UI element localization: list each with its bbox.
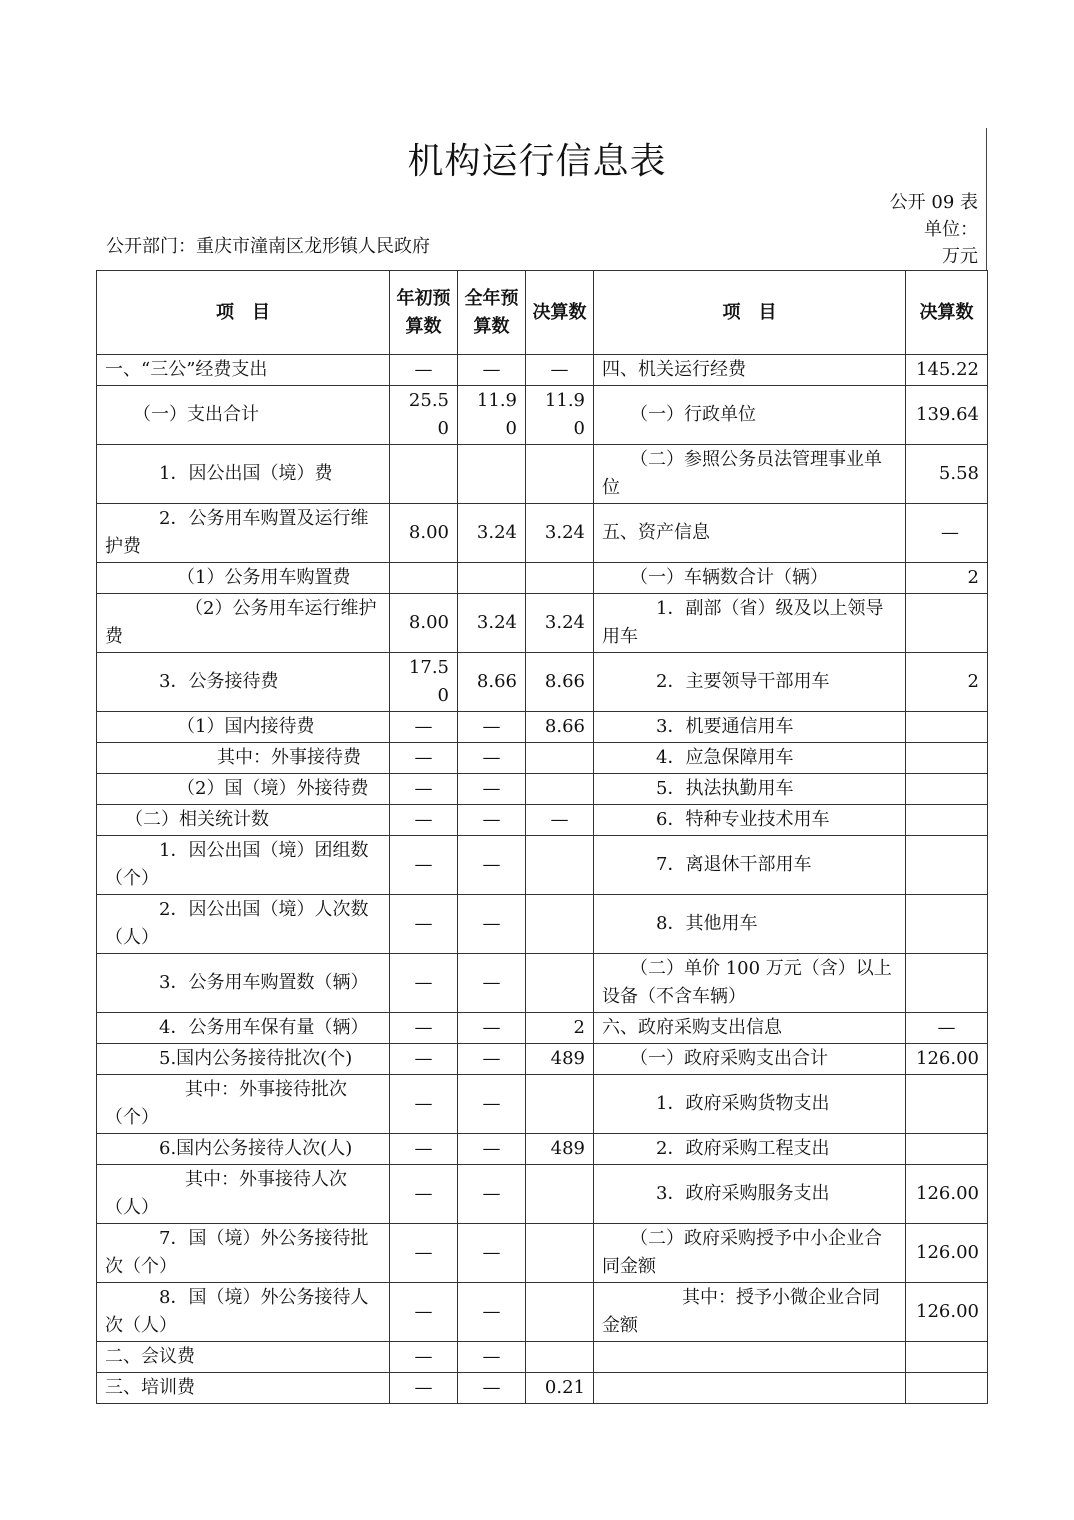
row-right-final: 2 — [906, 653, 988, 712]
row-right-final — [906, 1075, 988, 1134]
row-item: 2．公务用车购置及运行维护费 — [97, 504, 390, 563]
table-row — [97, 1165, 988, 1224]
table-row — [97, 386, 988, 445]
row-budget-initial: — — [390, 743, 458, 774]
table-row — [97, 836, 988, 895]
row-final: — — [526, 805, 594, 836]
row-budget-full: 3.24 — [458, 594, 526, 653]
row-right-item: 6．特种专业技术用车 — [594, 805, 906, 836]
row-budget-full: — — [458, 1075, 526, 1134]
row-budget-full: — — [458, 1283, 526, 1342]
row-item: 其中：外事接待人次（人） — [97, 1165, 390, 1224]
table-row — [97, 954, 988, 1013]
table-row — [97, 594, 988, 653]
row-final: 489 — [526, 1134, 594, 1165]
row-right-item — [594, 1342, 906, 1373]
row-budget-initial — [390, 445, 458, 504]
row-item: （1）国内接待费 — [97, 712, 390, 743]
row-budget-initial: — — [390, 712, 458, 743]
row-right-final — [906, 805, 988, 836]
row-item: 7．国（境）外公务接待批次（个） — [97, 1224, 390, 1283]
row-right-final — [906, 774, 988, 805]
header-final-left: 决算数 — [526, 271, 594, 355]
row-budget-full: 11.90 — [458, 386, 526, 445]
header-final-right: 决算数 — [906, 271, 988, 355]
row-right-item — [594, 1373, 906, 1404]
row-right-item: （一）政府采购支出合计 — [594, 1044, 906, 1075]
row-budget-initial: 25.50 — [390, 386, 458, 445]
row-budget-full: — — [458, 1373, 526, 1404]
row-right-item: 2．政府采购工程支出 — [594, 1134, 906, 1165]
page-title: 机构运行信息表 — [407, 141, 667, 182]
unit-label-line2: 万元 — [942, 246, 978, 267]
row-right-item: 3．政府采购服务支出 — [594, 1165, 906, 1224]
row-budget-full: — — [458, 712, 526, 743]
row-budget-initial: — — [390, 895, 458, 954]
row-budget-full: — — [458, 805, 526, 836]
row-item: 其中：外事接待费 — [97, 743, 390, 774]
row-right-final — [906, 1342, 988, 1373]
unit-label-line1: 单位： — [924, 219, 978, 240]
row-right-final — [906, 712, 988, 743]
row-budget-initial: — — [390, 774, 458, 805]
row-right-item: 3．机要通信用车 — [594, 712, 906, 743]
row-final: 11.90 — [526, 386, 594, 445]
row-budget-initial: — — [390, 836, 458, 895]
row-final — [526, 836, 594, 895]
header-row — [97, 271, 988, 355]
row-budget-full: — — [458, 954, 526, 1013]
row-budget-full: — — [458, 774, 526, 805]
row-right-final — [906, 743, 988, 774]
row-final — [526, 774, 594, 805]
row-budget-full: — — [458, 895, 526, 954]
row-final — [526, 1165, 594, 1224]
row-right-item: 1．政府采购货物支出 — [594, 1075, 906, 1134]
row-budget-initial: — — [390, 1134, 458, 1165]
row-item: （2）公务用车运行维护费 — [97, 594, 390, 653]
row-budget-full: — — [458, 1342, 526, 1373]
row-budget-full: 8.66 — [458, 653, 526, 712]
row-item: 3．公务用车购置数（辆） — [97, 954, 390, 1013]
row-final: — — [526, 355, 594, 386]
row-right-item: 2．主要领导干部用车 — [594, 653, 906, 712]
table-row — [97, 504, 988, 563]
row-right-item: （二）单价 100 万元（含）以上设备（不含车辆） — [594, 954, 906, 1013]
row-right-item: 1．副部（省）级及以上领导用车 — [594, 594, 906, 653]
row-budget-initial: — — [390, 1044, 458, 1075]
row-item: 1．因公出国（境）费 — [97, 445, 390, 504]
table-row — [97, 1013, 988, 1044]
row-right-item: 四、机关运行经费 — [594, 355, 906, 386]
row-budget-full: — — [458, 355, 526, 386]
row-right-final: — — [906, 1013, 988, 1044]
row-right-item: 六、政府采购支出信息 — [594, 1013, 906, 1044]
row-right-item: 8．其他用车 — [594, 895, 906, 954]
row-budget-initial: — — [390, 1013, 458, 1044]
row-right-final: 139.64 — [906, 386, 988, 445]
row-final — [526, 895, 594, 954]
row-budget-full: — — [458, 1165, 526, 1224]
table-row — [97, 712, 988, 743]
row-right-final — [906, 954, 988, 1013]
table-row — [97, 1224, 988, 1283]
row-final — [526, 563, 594, 594]
table-row — [97, 653, 988, 712]
header-budget-full: 全年预算数 — [458, 271, 526, 355]
row-final: 2 — [526, 1013, 594, 1044]
table-row — [97, 805, 988, 836]
row-budget-initial: — — [390, 805, 458, 836]
row-budget-full: — — [458, 743, 526, 774]
row-final — [526, 954, 594, 1013]
table-row — [97, 1075, 988, 1134]
row-item: 5.国内公务接待批次(个) — [97, 1044, 390, 1075]
row-budget-full: — — [458, 836, 526, 895]
table-row — [97, 743, 988, 774]
form-number: 公开 09 表 — [889, 192, 978, 213]
row-budget-full: — — [458, 1134, 526, 1165]
header-budget-initial: 年初预算数 — [390, 271, 458, 355]
row-item: 4．公务用车保有量（辆） — [97, 1013, 390, 1044]
department-label: 公开部门：重庆市潼南区龙形镇人民政府 — [106, 236, 430, 257]
row-item: 一、“三公”经费支出 — [97, 355, 390, 386]
row-final — [526, 1224, 594, 1283]
row-budget-initial: 8.00 — [390, 504, 458, 563]
row-final: 8.66 — [526, 653, 594, 712]
row-item: 2．因公出国（境）人次数（人） — [97, 895, 390, 954]
row-right-item: 其中：授予小微企业合同金额 — [594, 1283, 906, 1342]
table-row — [97, 1342, 988, 1373]
header-item-left: 项 目 — [97, 271, 390, 355]
row-right-final: 126.00 — [906, 1165, 988, 1224]
table-row — [97, 355, 988, 386]
row-right-final — [906, 1373, 988, 1404]
info-table — [96, 270, 988, 1404]
table-row — [97, 1283, 988, 1342]
row-right-final: 145.22 — [906, 355, 988, 386]
row-budget-full — [458, 563, 526, 594]
row-item: 其中：外事接待批次（个） — [97, 1075, 390, 1134]
row-final: 489 — [526, 1044, 594, 1075]
row-right-item: 五、资产信息 — [594, 504, 906, 563]
row-item: （2）国（境）外接待费 — [97, 774, 390, 805]
row-item: 3．公务接待费 — [97, 653, 390, 712]
row-right-final — [906, 895, 988, 954]
row-final — [526, 1075, 594, 1134]
row-right-item: （二）参照公务员法管理事业单位 — [594, 445, 906, 504]
unit-label — [924, 216, 978, 270]
row-budget-full: — — [458, 1013, 526, 1044]
table-row — [97, 774, 988, 805]
row-budget-initial: — — [390, 355, 458, 386]
row-item: （二）相关统计数 — [97, 805, 390, 836]
row-right-item: （一）行政单位 — [594, 386, 906, 445]
row-budget-initial: — — [390, 1373, 458, 1404]
table-row — [97, 1044, 988, 1075]
row-right-final: 126.00 — [906, 1224, 988, 1283]
row-final — [526, 743, 594, 774]
row-budget-initial — [390, 563, 458, 594]
row-item: （1）公务用车购置费 — [97, 563, 390, 594]
row-right-item: 4．应急保障用车 — [594, 743, 906, 774]
row-right-final — [906, 836, 988, 895]
row-final — [526, 1342, 594, 1373]
row-budget-initial: — — [390, 1075, 458, 1134]
row-budget-initial: 17.50 — [390, 653, 458, 712]
row-final: 3.24 — [526, 594, 594, 653]
row-item: 6.国内公务接待人次(人) — [97, 1134, 390, 1165]
row-final: 0.21 — [526, 1373, 594, 1404]
table-row — [97, 1134, 988, 1165]
row-budget-initial: 8.00 — [390, 594, 458, 653]
row-right-final: 2 — [906, 563, 988, 594]
row-right-final: 5.58 — [906, 445, 988, 504]
row-right-item: （一）车辆数合计（辆） — [594, 563, 906, 594]
table-row — [97, 445, 988, 504]
header-item-right: 项 目 — [594, 271, 906, 355]
row-final — [526, 445, 594, 504]
row-final — [526, 1283, 594, 1342]
row-budget-initial: — — [390, 954, 458, 1013]
row-right-final: 126.00 — [906, 1283, 988, 1342]
row-item: 8．国（境）外公务接待人次（人） — [97, 1283, 390, 1342]
table-row — [97, 563, 988, 594]
row-budget-initial: — — [390, 1165, 458, 1224]
row-item: 三、培训费 — [97, 1373, 390, 1404]
row-right-final — [906, 594, 988, 653]
row-final: 3.24 — [526, 504, 594, 563]
row-item: 1．因公出国（境）团组数（个） — [97, 836, 390, 895]
table-row — [97, 895, 988, 954]
row-budget-full: — — [458, 1044, 526, 1075]
row-item: （一）支出合计 — [97, 386, 390, 445]
row-budget-full: 3.24 — [458, 504, 526, 563]
row-budget-full: — — [458, 1224, 526, 1283]
row-final: 8.66 — [526, 712, 594, 743]
row-right-final: 126.00 — [906, 1044, 988, 1075]
row-budget-full — [458, 445, 526, 504]
row-item: 二、会议费 — [97, 1342, 390, 1373]
row-budget-initial: — — [390, 1283, 458, 1342]
row-right-final: — — [906, 504, 988, 563]
row-right-final — [906, 1134, 988, 1165]
row-right-item: （二）政府采购授予中小企业合同金额 — [594, 1224, 906, 1283]
row-right-item: 5．执法执勤用车 — [594, 774, 906, 805]
row-budget-initial: — — [390, 1342, 458, 1373]
row-right-item: 7．离退休干部用车 — [594, 836, 906, 895]
row-budget-initial: — — [390, 1224, 458, 1283]
table-row — [97, 1373, 988, 1404]
